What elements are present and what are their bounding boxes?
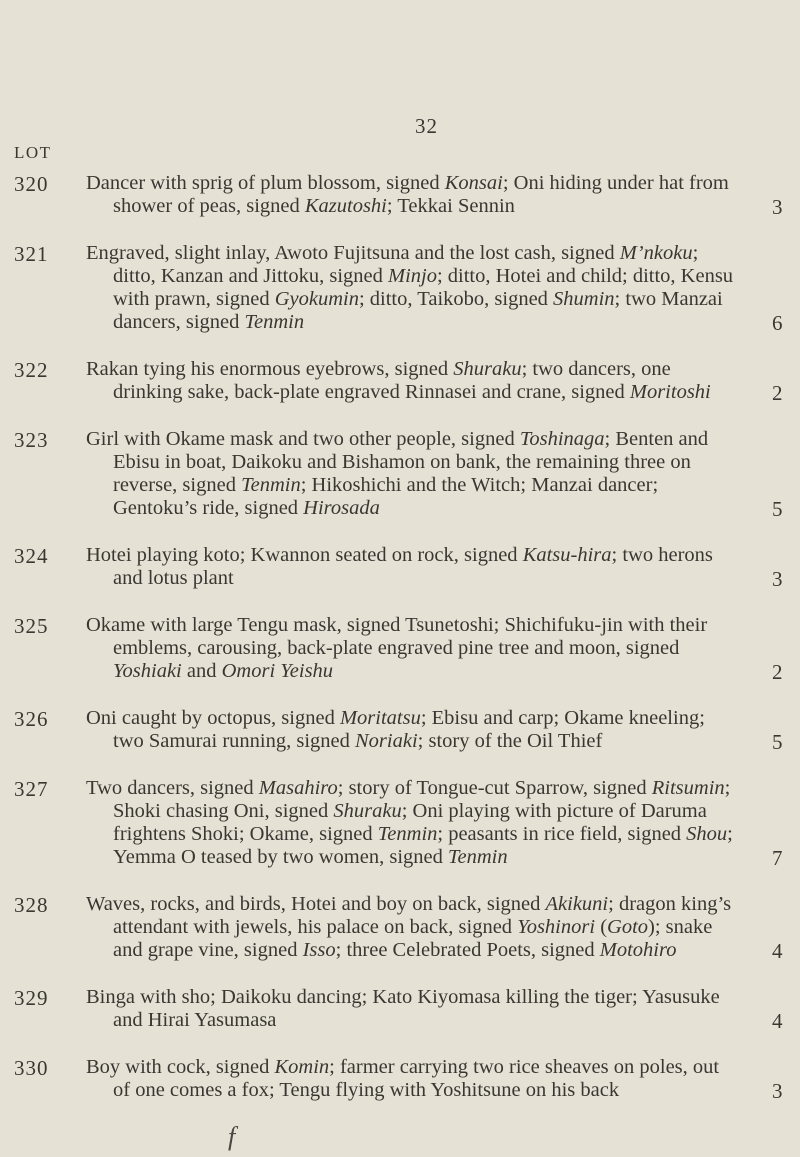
lot-entry bbox=[0, 1056, 800, 1102]
lot-number: 325 bbox=[14, 614, 49, 638]
page-number: 32 bbox=[415, 114, 438, 138]
lot-quantity: 7 bbox=[772, 846, 783, 870]
lot-number: 328 bbox=[14, 893, 49, 917]
lot-number: 320 bbox=[14, 172, 49, 196]
lot-description: Rakan tying his enormous eyebrows, signed Shuraku; two dancers, one drinking sake, back-plate engraved Rinnasei and crane, signed Moritoshi bbox=[86, 358, 711, 403]
lot-number: 330 bbox=[14, 1056, 49, 1080]
lot-description: Dancer with sprig of plum blossom, signed Konsai; Oni hiding under hat from shower of peas, signed Kazutoshi; Tekkai Sennin bbox=[86, 172, 729, 217]
lot-description: Binga with sho; Daikoku dancing; Kato Kiyomasa killing the tiger; Yasusuke and Hirai Yasumasa bbox=[86, 986, 720, 1031]
lot-entry bbox=[0, 172, 800, 218]
lot-quantity: 5 bbox=[772, 730, 783, 754]
lot-number: 323 bbox=[14, 428, 49, 452]
lot-quantity: 2 bbox=[772, 381, 783, 405]
lot-number: 322 bbox=[14, 358, 49, 382]
lot-entry bbox=[0, 358, 800, 404]
lot-entry bbox=[0, 428, 800, 520]
lot-description: Boy with cock, signed Komin; farmer carrying two rice sheaves on poles, out of one comes a fox; Tengu flying with Yoshitsune on his back bbox=[86, 1056, 720, 1101]
lot-entry bbox=[0, 242, 800, 334]
lot-entry bbox=[0, 893, 800, 962]
lot-quantity: 5 bbox=[772, 497, 783, 521]
lot-description: Okame with large Tengu mask, signed Tsunetoshi; Shichifuku-jin with their emblems, carousing, back-plate engraved pine tree and moon, signed Yoshiaki and Omori Yeishu bbox=[86, 614, 708, 682]
lot-quantity: 3 bbox=[772, 1079, 783, 1103]
lot-number: 326 bbox=[14, 707, 49, 731]
pencil-mark: f bbox=[228, 1122, 236, 1151]
lot-description: Girl with Okame mask and two other people, signed Toshinaga; Benten and Ebisu in boat, Daikoku and Bishamon on bank, the remaining three on reverse, signed Tenmin; Hikoshichi and the Witch; Manzai dancer; Gentoku’s ride, signed Hirosada bbox=[86, 428, 709, 519]
lot-number: 329 bbox=[14, 986, 49, 1010]
lot-entry bbox=[0, 777, 800, 869]
lot-quantity: 3 bbox=[772, 567, 783, 591]
lot-column-header: LOT bbox=[14, 143, 52, 162]
lot-description: Oni caught by octopus, signed Moritatsu; Ebisu and carp; Okame kneeling; two Samurai running, signed Noriaki; story of the Oil Thief bbox=[86, 707, 705, 752]
lot-quantity: 2 bbox=[772, 660, 783, 684]
lot-quantity: 3 bbox=[772, 195, 783, 219]
lot-number: 324 bbox=[14, 544, 49, 568]
lot-description: Waves, rocks, and birds, Hotei and boy on back, signed Akikuni; dragon king’s attendant with jewels, his palace on back, signed Yoshinori (Goto); snake and grape vine, signed Isso; three Celebrated Poets, signed Motohiro bbox=[86, 893, 732, 961]
lot-entry bbox=[0, 986, 800, 1032]
lot-number: 327 bbox=[14, 777, 49, 801]
lot-entry bbox=[0, 614, 800, 683]
lot-quantity: 4 bbox=[772, 1009, 783, 1033]
lot-description: Two dancers, signed Masahiro; story of Tongue-cut Sparrow, signed Ritsumin; Shoki chasing Oni, signed Shuraku; Oni playing with picture of Daruma frightens Shoki; Okame, signed Tenmin; peasants in rice field, signed Shou; Yemma O teased by two women, signed Tenmin bbox=[86, 777, 733, 868]
lot-number: 321 bbox=[14, 242, 49, 266]
lot-quantity: 6 bbox=[772, 311, 783, 335]
lot-description: Hotei playing koto; Kwannon seated on rock, signed Katsu-hira; two herons and lotus plant bbox=[86, 544, 713, 589]
lot-entry bbox=[0, 544, 800, 590]
lot-quantity: 4 bbox=[772, 939, 783, 963]
lot-description: Engraved, slight inlay, Awoto Fujitsuna and the lost cash, signed M’nkoku; ditto, Kanzan and Jittoku, signed Minjo; ditto, Hotei and child; ditto, Kensu with prawn, signed Gyokumin; ditto, Taikobo, signed Shumin; two Manzai dancers, signed Tenmin bbox=[86, 242, 734, 333]
lot-entry bbox=[0, 707, 800, 753]
